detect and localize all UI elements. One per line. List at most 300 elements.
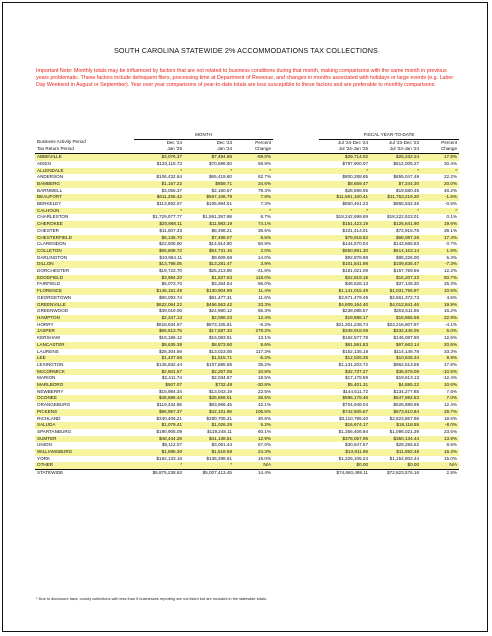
month-prior: * (184, 462, 234, 469)
gap (273, 375, 319, 382)
gap (273, 154, 319, 161)
month-prior: $1,518.58 (184, 449, 234, 456)
month-current: $15,984.34 (159, 388, 182, 394)
ytd-prior: $626,889.99 (393, 402, 420, 408)
table-row (35, 328, 459, 335)
month-change: 118.0% (234, 275, 273, 282)
gap (273, 416, 319, 423)
month-prior: $81,477.31 (209, 294, 232, 300)
gap (273, 268, 319, 275)
ytd-change: 10.6% (421, 288, 459, 295)
ytd-current: $797,900.07 (342, 160, 369, 166)
total-month-prior: $5,007,413.45 (184, 470, 234, 477)
table-row (35, 248, 459, 255)
ytd-current: $1,326,105.24 (338, 455, 369, 461)
ytd-prior: $134,277.85 (393, 388, 420, 394)
table-row (35, 375, 459, 382)
month-change: 60.1% (258, 428, 272, 434)
month-change: -21.8% (256, 268, 272, 274)
table-row (35, 362, 459, 369)
ytd-change: 29.7% (421, 409, 459, 416)
month-prior: $3,264.64 (211, 281, 232, 287)
table-row (35, 369, 459, 376)
table-row (35, 315, 459, 322)
ytd-prior: $547,692.53 (370, 395, 421, 402)
ytd-current: $17,175.69 (345, 375, 369, 381)
ytd-current: $4,809,164.40 (319, 302, 370, 309)
county-name: CHESTERFIELD (35, 235, 134, 242)
ytd-prior: $11,753,219.30 (370, 194, 421, 201)
month-prior: $466,563.42 (184, 302, 234, 309)
county-name: JASPER (35, 328, 134, 335)
ytd-current: $92,878.98 (345, 254, 369, 260)
month-current: $106,432.64 (156, 174, 182, 180)
gap (273, 261, 319, 268)
ytd-change: -8.0% (421, 422, 459, 429)
ytd-change: 17.8% (421, 154, 459, 161)
ytd-prior: $4,012,841.46 (370, 302, 421, 309)
ytd-change: 25.3% (444, 281, 458, 287)
gap (273, 342, 319, 349)
ytd-current: * (319, 168, 370, 175)
ytd-prior: $202,511.66 (393, 308, 420, 314)
ytd-change: 16.2% (444, 308, 458, 314)
header-blank (273, 139, 319, 146)
total-month-change: 14.4% (234, 470, 273, 477)
ytd-prior: $614,163.14 (370, 248, 421, 255)
county-name: LAURENS (37, 348, 59, 354)
month-change: 79.3% (258, 187, 272, 193)
month-current: * (134, 462, 184, 469)
ytd-prior: $37,146.30 (396, 281, 420, 287)
county-name: ALLENDALE (35, 168, 134, 175)
month-prior: $1,827.63 (184, 275, 234, 282)
ytd-change: -10.5% (421, 369, 459, 376)
gap (273, 208, 319, 215)
month-change: 69.9% (258, 160, 272, 166)
header-row-1 (35, 139, 459, 146)
month-change: 13.1% (258, 335, 272, 341)
month-current: $86,957.37 (134, 409, 184, 416)
month-current: $66,513.75 (134, 328, 184, 335)
county-name: NEWBERRY (37, 388, 64, 394)
ytd-change: 30.4% (444, 160, 458, 166)
month-change: N/A (234, 462, 273, 469)
gap (273, 402, 319, 409)
ytd-current: $181,021.09 (342, 268, 369, 274)
month-prior: $9,609.68 (211, 254, 232, 260)
ytd-current: $144,570.04 (342, 241, 369, 247)
ytd-current: $152,135.18 (342, 348, 369, 354)
footnote: * Due to disclosure laws, county collections with less than 5 businesses reporting are not listed but are included in the statewide totals. (36, 596, 267, 601)
month-change: 2.0% (234, 248, 273, 255)
ytd-change: 5.3% (446, 254, 458, 260)
header-ytd-23: Jul '23-Dec '23 (388, 139, 420, 145)
month-change: 34.6% (234, 181, 273, 188)
county-name: HORRY (37, 321, 54, 327)
table-row (35, 308, 459, 315)
gap (273, 241, 319, 248)
ytd-change: 17.4% (421, 235, 459, 242)
county-name: UNION (37, 442, 52, 448)
table-body (35, 154, 459, 470)
ytd-change: -1.6% (421, 194, 459, 201)
ytd-current: $650,881.30 (319, 248, 370, 255)
ytd-prior: $19,613.13 (396, 375, 420, 381)
month-change: 3.9% (234, 261, 273, 268)
county-name: BAMBERG (35, 181, 134, 188)
gap (273, 255, 319, 262)
month-current: $20,868.11 (134, 221, 184, 228)
ytd-current: $348,918.09 (319, 328, 370, 335)
ytd-prior: $0.00 (370, 462, 421, 469)
ytd-prior: $88,226.00 (396, 254, 420, 260)
ytd-prior: $4,885.22 (370, 382, 421, 389)
ytd-prior: $350,134.44 (370, 436, 421, 443)
month-current: $113,692.07 (156, 201, 182, 207)
header-percent-month: Percent (255, 139, 272, 145)
table-row (35, 322, 459, 329)
ytd-prior: $7,244.30 (370, 181, 421, 188)
gap (273, 168, 319, 175)
total-ytd-prior: $72,823,576.16 (370, 470, 421, 477)
group-header-month: MONTH (134, 132, 273, 139)
table-row (35, 221, 459, 228)
ytd-change: 50.7% (421, 275, 459, 282)
month-prior: * (184, 168, 234, 175)
month-change: 33.3% (234, 302, 273, 309)
month-prior: $859.71 (184, 181, 234, 188)
ytd-change: -0.5% (445, 201, 458, 207)
important-note: Important Note: Monthly totals may be influenced by factors that are not related to business conditions during that month, making comparisons with the same month in previous years problematic. These factors include delinquent filers, processing time at Department of Revenue, and changes in months associated with holidays or large events (e.g. Labor Day Weekend in August or September). Year over year comparisons of year-to-date totals are less susceptible to these factors and are preferable to monthly comparisons. (36, 68, 454, 89)
table-row (35, 355, 459, 362)
month-change: 12.4% (234, 315, 273, 322)
month-current: $9,635.38 (134, 342, 184, 349)
month-change: 8.6% (234, 342, 273, 349)
table-row (35, 201, 459, 208)
ytd-current: $29,714.02 (319, 154, 370, 161)
month-current: $162,133.16 (156, 455, 182, 461)
ytd-current: $30,647.57 (345, 442, 369, 448)
county-name: ORANGEBURG (37, 402, 71, 408)
county-name: MARLBORO (35, 382, 134, 389)
gap (273, 288, 319, 295)
month-prior: $280,705.31 (206, 415, 232, 421)
month-current: * (134, 208, 184, 215)
ytd-current: $1,131,202.72 (338, 361, 369, 367)
table-row (35, 235, 459, 242)
month-current: $611,256.42 (134, 194, 184, 201)
document-page (2, 2, 488, 632)
ytd-change: 7.0% (421, 395, 459, 402)
ytd-change: 33.3% (444, 348, 458, 354)
ytd-current: $19,886.17 (319, 315, 370, 322)
month-current: $190,905.09 (156, 428, 182, 434)
county-name: SPARTANBURG (37, 428, 72, 434)
county-name: BEAUFORT (35, 194, 134, 201)
month-prior: $8,498.21 (211, 227, 232, 233)
ytd-prior: $68,087.26 (370, 235, 421, 242)
table-row (35, 422, 459, 429)
county-name: OCONEE (35, 395, 134, 402)
table-row (35, 442, 459, 449)
ytd-current: $18,242,699.69 (336, 214, 369, 220)
table-row (35, 349, 459, 356)
ytd-prior: $19,580.45 (396, 187, 420, 193)
ytd-current: $151,423.19 (319, 221, 370, 228)
table-row (35, 389, 459, 396)
month-change: 86.0% (258, 281, 272, 287)
ytd-current: $238,088.57 (342, 308, 369, 314)
ytd-prior: $2,561,372.73 (389, 294, 420, 300)
table-row (35, 174, 459, 181)
group-header-row (35, 132, 459, 139)
month-prior: $2,088.23 (184, 315, 234, 322)
ytd-change: 39.1% (444, 227, 458, 233)
county-name: ABBEVILLE (35, 154, 134, 161)
ytd-prior: $18,222,523.01 (387, 214, 420, 220)
month-current: $5,112.07 (161, 442, 182, 448)
gap (273, 308, 319, 315)
ytd-change: 19.9% (421, 302, 459, 309)
ytd-current: $22,819.16 (319, 275, 370, 282)
table-row (35, 208, 459, 215)
ytd-current: $0.00 (319, 462, 370, 469)
ytd-prior: * (370, 208, 421, 215)
month-prior: $7,498.07 (184, 235, 234, 242)
table-row (35, 416, 459, 423)
month-prior: $70,696.60 (209, 160, 232, 166)
gap (273, 188, 319, 195)
month-current: $2,501.57 (134, 369, 184, 376)
ytd-change: 22.9% (421, 315, 459, 322)
ytd-change: 18.6% (444, 415, 458, 421)
month-change: 62.7% (258, 174, 272, 180)
gap (273, 355, 319, 362)
table-row (35, 241, 459, 248)
table-row (35, 268, 459, 275)
table-row (35, 261, 459, 268)
ytd-current: $586,178.46 (319, 395, 370, 402)
county-name: LEE (35, 355, 134, 362)
ytd-change: 15.0% (444, 455, 458, 461)
month-change: 42.1% (258, 402, 272, 408)
month-prior: $119,248.11 (207, 428, 232, 434)
gap (273, 429, 319, 436)
gap (273, 194, 319, 201)
collections-table-container (35, 132, 459, 477)
ytd-current: $742,505.57 (319, 409, 370, 416)
month-change: -59.0% (234, 154, 273, 161)
ytd-prior: $962,513.58 (393, 361, 420, 367)
county-name: CHESTER (37, 227, 59, 233)
county-name: DILLON (35, 261, 134, 268)
county-name: DORCHESTER (37, 268, 70, 274)
table-row (35, 436, 459, 443)
month-current: $818,634.97 (156, 321, 182, 327)
month-current: $120,115.73 (156, 160, 182, 166)
gap (273, 349, 319, 356)
ytd-current: $13,911.95 (319, 449, 370, 456)
ytd-change: -7.3% (421, 261, 459, 268)
month-current: $145,832.44 (156, 361, 182, 367)
ytd-prior: $1,031,755.97 (370, 288, 421, 295)
ytd-change: 23.5% (444, 428, 458, 434)
month-current: $8,136.70 (134, 235, 184, 242)
ytd-current: $800,288.65 (342, 174, 369, 180)
ytd-prior: $865,532.46 (393, 201, 420, 207)
month-prior: $14,914.90 (209, 241, 232, 247)
month-current: $622,064.22 (134, 302, 184, 309)
header-jan24: Jan '24 (184, 146, 234, 153)
ytd-prior: $15,865.58 (370, 315, 421, 322)
ytd-current: $1,141,015.49 (319, 288, 370, 295)
month-prior: $24,980.12 (209, 308, 232, 314)
month-prior: $54,731.16 (184, 248, 234, 255)
table-row (35, 382, 459, 389)
month-change: -5.2% (234, 355, 273, 362)
month-change: 19.0% (258, 455, 272, 461)
ytd-prior: $15,207.23 (370, 275, 421, 282)
month-change: 67.0% (258, 442, 272, 448)
ytd-prior: $36,579.08 (370, 369, 421, 376)
month-current: $90,093.74 (159, 294, 182, 300)
month-prior: $567,106.79 (184, 194, 234, 201)
ytd-change: 17.8% (444, 361, 458, 367)
ytd-change: -4.1% (445, 321, 458, 327)
ytd-prior: * (370, 168, 421, 175)
collections-table (35, 132, 459, 477)
table-row (35, 449, 459, 456)
month-change: 106.5% (234, 409, 273, 416)
month-prior: $16,083.51 (209, 335, 232, 341)
month-prior: $105,994.61 (206, 201, 232, 207)
month-prior: $1,026.29 (184, 422, 234, 429)
month-current: $48,444.28 (134, 436, 184, 443)
gap (273, 248, 319, 255)
month-change: 14.0% (258, 254, 272, 260)
gap (273, 275, 319, 282)
month-prior: $873,105.91 (206, 321, 232, 327)
ytd-prior: $332,446.05 (370, 328, 421, 335)
ytd-change: 20.0% (421, 181, 459, 188)
gap (273, 449, 319, 456)
month-prior: $17,587.33 (184, 328, 234, 335)
table-row (35, 168, 459, 175)
month-prior: $65,419.60 (209, 174, 232, 180)
month-prior: $42,101.96 (184, 409, 234, 416)
gap (273, 174, 319, 181)
month-current: $6,073.70 (161, 281, 182, 287)
month-current: $55,808.72 (134, 248, 184, 255)
month-current: $1,729,077.77 (152, 214, 182, 220)
county-name: ANDERSON (37, 174, 64, 180)
county-name: KERSHAW (37, 335, 61, 341)
month-current: $340,406.21 (156, 415, 182, 421)
county-name: WILLIAMSBURG (35, 449, 134, 456)
header-jan25: Jan '25 (134, 146, 184, 153)
ytd-prior: $126,641.90 (370, 221, 421, 228)
header-ytd-24: Jul '24-Dec '24 (337, 139, 369, 145)
month-change: 36.6% (258, 227, 272, 233)
header-change-ytd: Change (421, 146, 459, 153)
ytd-prior: $157,759.59 (393, 268, 420, 274)
county-name: SALUDA (35, 422, 134, 429)
gap (273, 281, 319, 288)
month-prior: $7,494.86 (184, 154, 234, 161)
ytd-change: 12.6% (444, 335, 458, 341)
county-name: MARION (37, 375, 56, 381)
gap (273, 235, 319, 242)
county-name: GREENVILLE (35, 302, 134, 309)
ytd-change: * (421, 168, 459, 175)
ytd-current: $46,526.13 (345, 281, 369, 287)
ytd-current: $32,737.27 (319, 369, 370, 376)
county-name: LANCASTER (35, 342, 134, 349)
ytd-prior: $28,255.52 (396, 442, 420, 448)
month-current: $19,723.70 (159, 268, 182, 274)
gap (273, 295, 319, 302)
county-name: GREENWOOD (37, 308, 69, 314)
table-row (35, 402, 459, 409)
month-prior: $41,138.51 (184, 436, 234, 443)
month-prior: $35,659.01 (184, 395, 234, 402)
ytd-current: $3,110,785.40 (338, 415, 369, 421)
gap (273, 409, 319, 416)
month-current: $3,984.20 (134, 275, 184, 282)
header-ytd-24b: Jul '23-Jan '24 (370, 146, 421, 153)
ytd-current: * (319, 208, 370, 215)
table-row (35, 214, 459, 221)
table-row (35, 255, 459, 262)
month-prior: $13,281.47 (184, 261, 234, 268)
ytd-change: 9.9% (421, 355, 459, 362)
gap (273, 395, 319, 402)
ytd-change: -12.4% (442, 375, 458, 381)
ytd-change: 19.6% (421, 221, 459, 228)
total-ytd-change: 2.5% (421, 470, 459, 477)
month-current: $1,888.30 (134, 449, 184, 456)
ytd-prior: $2,623,867.96 (389, 415, 420, 421)
month-current: $18,186.12 (159, 335, 182, 341)
month-prior: $3,061.44 (211, 442, 232, 448)
ytd-change: 13.9% (421, 436, 459, 443)
ytd-current: $8,659.47 (319, 181, 370, 188)
ytd-current: $11,561,100.41 (319, 194, 370, 201)
ytd-current: $376,057.95 (319, 436, 370, 443)
ytd-change: 46.2% (444, 187, 458, 193)
month-change: -30.8% (234, 382, 273, 389)
ytd-prior: $72,915.76 (396, 227, 420, 233)
gap (273, 181, 319, 188)
month-change: 7.8% (234, 194, 273, 201)
ytd-current: $704,948.04 (342, 402, 369, 408)
ytd-current: $79,918.82 (319, 235, 370, 242)
month-change: 11.6% (258, 294, 272, 300)
month-change: 8.5% (234, 235, 273, 242)
page-title: SOUTH CAROLINA STATEWIDE 2% ACCOMMODATIONS TAX COLLECTIONS (114, 46, 378, 55)
ytd-prior: $67,663.14 (370, 342, 421, 349)
gap (273, 335, 319, 342)
header-change-month: Change (234, 146, 273, 153)
group-header-blank (35, 132, 134, 139)
ytd-current: $16,674.17 (319, 422, 370, 429)
ytd-current: $81,591.83 (319, 342, 370, 349)
month-prior: $130,904.99 (184, 288, 234, 295)
header-ytd-25: Jul '24-Jan '25 (319, 146, 370, 153)
ytd-prior: $22,216,807.97 (387, 321, 420, 327)
month-change: 10.8% (234, 369, 273, 376)
